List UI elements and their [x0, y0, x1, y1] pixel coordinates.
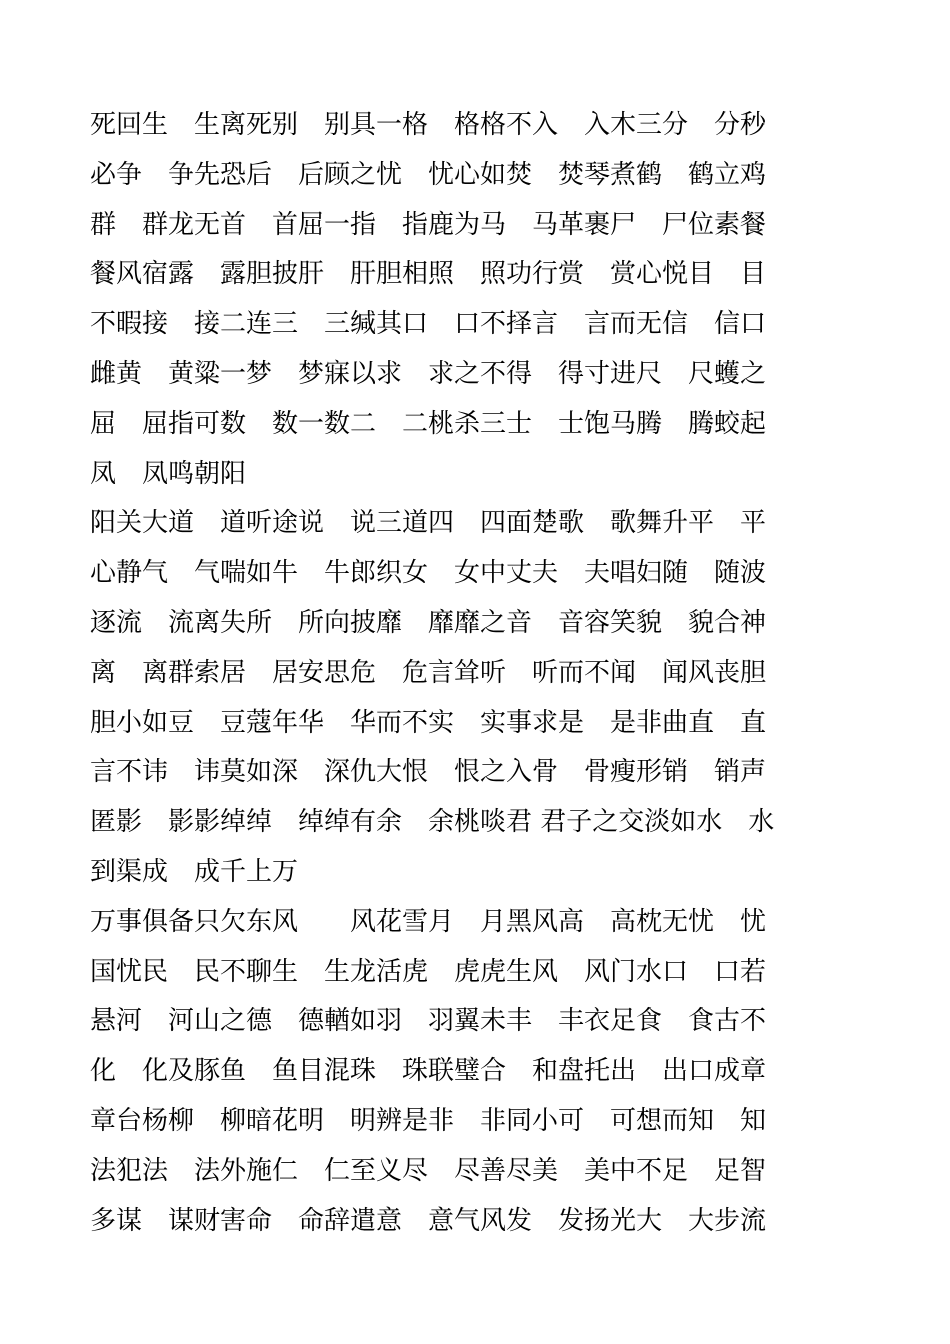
text-line: 章台杨柳 柳暗花明 明辨是非 非同小可 可想而知 知 — [90, 1105, 767, 1136]
text-line: 化 化及豚鱼 鱼目混珠 珠联璧合 和盘托出 出口成章 — [90, 1056, 767, 1087]
text-line: 逐流 流离失所 所向披靡 靡靡之音 音容笑貌 貌合神 — [90, 607, 767, 638]
text-line: 死回生 生离死别 别具一格 格格不入 入木三分 分秒 — [90, 110, 767, 140]
text-line: 不暇接 接二连三 三缄其口 口不择言 言而无信 信口 — [90, 309, 767, 340]
text-line: 离 离群索居 居安思危 危言耸听 听而不闻 闻风丧胆 — [90, 657, 767, 688]
text-line: 心静气 气喘如牛 牛郎织女 女中丈夫 夫唱妇随 随波 — [90, 558, 767, 589]
text-line: 餐风宿露 露胆披肝 肝胆相照 照功行赏 赏心悦目 目 — [90, 259, 767, 290]
text-line: 匿影 影影绰绰 绰绰有余 余桃啖君 君子之交淡如水 水 — [90, 807, 775, 838]
text-line: 屈 屈指可数 数一数二 二桃杀三士 士饱马腾 腾蛟起 — [90, 408, 767, 439]
text-line: 法犯法 法外施仁 仁至义尽 尽善尽美 美中不足 足智 — [90, 1155, 767, 1186]
text-line: 多谋 谋财害命 命辞遣意 意气风发 发扬光大 大步流 — [90, 1205, 767, 1236]
text-line: 万事俱备只欠东风 风花雪月 月黑风高 高枕无忧 忧 — [90, 906, 767, 937]
text-line: 凤 凤鸣朝阳 — [90, 458, 247, 489]
text-line: 雌黄 黄粱一梦 梦寐以求 求之不得 得寸进尺 尺蠖之 — [90, 358, 767, 389]
text-line: 胆小如豆 豆蔻年华 华而不实 实事求是 是非曲直 直 — [90, 707, 767, 738]
text-line: 必争 争先恐后 后顾之忧 忧心如焚 焚琴煮鹤 鹤立鸡 — [90, 159, 767, 190]
text-line: 群 群龙无首 首屈一指 指鹿为马 马革裹尸 尸位素餐 — [90, 209, 767, 240]
text-line: 阳关大道 道听途说 说三道四 四面楚歌 歌舞升平 平 — [90, 508, 767, 539]
text-line: 到渠成 成千上万 — [90, 856, 299, 887]
text-line: 国忧民 民不聊生 生龙活虎 虎虎生风 风门水口 口若 — [90, 956, 767, 987]
text-line: 言不讳 讳莫如深 深仇大恨 恨之入骨 骨瘦形销 销声 — [90, 757, 767, 788]
document-page — [90, 101, 880, 1246]
text-line: 悬河 河山之德 德輶如羽 羽翼未丰 丰衣足食 食古不 — [90, 1006, 767, 1037]
